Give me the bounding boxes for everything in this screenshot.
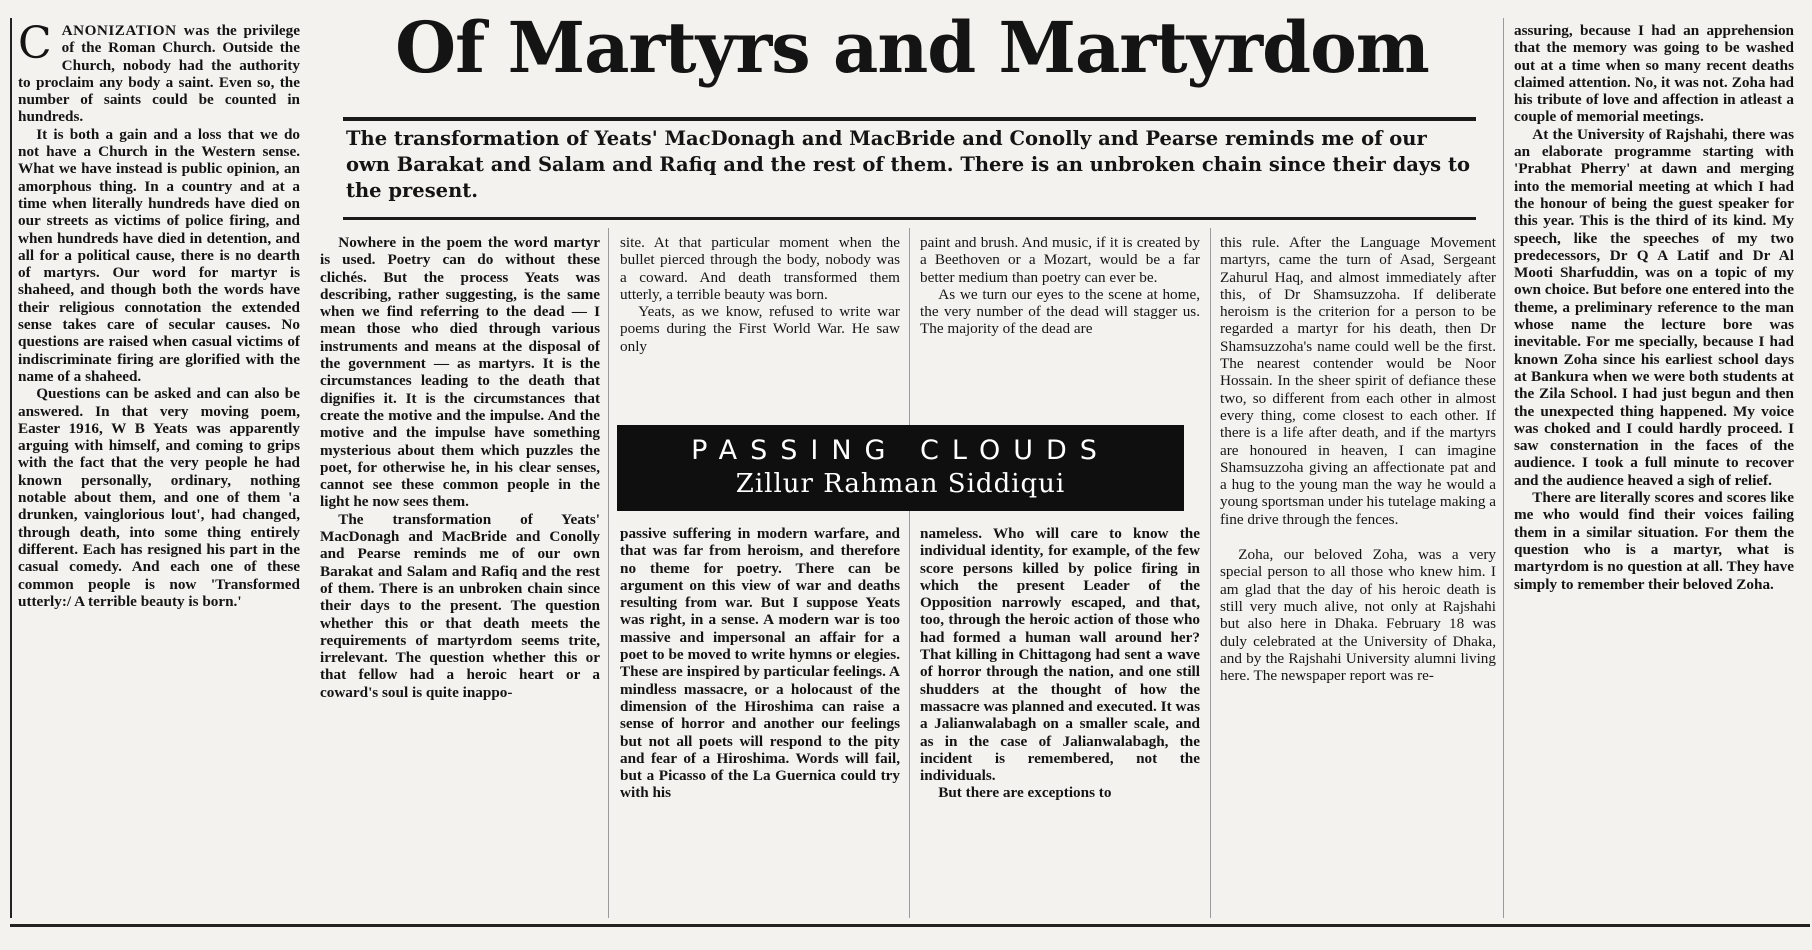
column-separator [909, 228, 910, 918]
column-6 [1514, 22, 1794, 922]
deck-top-rule [343, 117, 1476, 121]
col4-bottom-paragraph-1: nameless. Who will care to know the individual identity, for example, of the few score persons killed by police firing in which the present Leader of the Opposition narrowly escaped, and that, too, through the heroic action of those who had formed a human wall around her? That killing in Chittagong had sent a wave of horror through the nation, and one still shudders at the thought of how the massacre was planned and executed. It was a Jalianwalabagh on a smaller scale, and as in the case of Jalianwalabagh, the incident is remembered, not the individuals. [920, 525, 1200, 785]
column-3-top [620, 234, 900, 414]
headline: Of Martyrs and Martyrdom [395, 6, 1429, 89]
column-4-bottom [920, 525, 1200, 920]
col1-paragraph-3: Questions can be asked and can also be answered. In that very moving poem, Easter 1916, W B Yeats was apparently arguing with himself, and coming to grips with the fact that the very people he had known personally, ordinary, nothing notable about them, and one of them 'a drunken, vainglorious lout', had changed, through death, into some thing entirely different. Each has resigned his part in the casual comedy. And each one of these common people is now 'Transformed utterly:/ A terrible beauty is born.' [18, 385, 300, 610]
col4-bottom-paragraph-2: But there are exceptions to [938, 784, 1112, 802]
deck-bottom-rule [343, 217, 1476, 220]
byline: Zillur Rahman Siddiqui [735, 469, 1066, 499]
column-title: PASSING CLOUDS [691, 435, 1110, 466]
col6-paragraph-2: At the University of Rajshahi, there was an elaborate programme starting with 'Prabhat Pherry' at dawn and merging into the memorial meeting at which I had the honour of being the guest speaker for this year. This is the third of its kind. My speech, like the speeches of my two predecessors, Dr Q A Latif and Dr Al Mooti Sharfuddin, was on a topic of my own choice. But before one entered into the theme, a preliminary reference to the man whose name the lecture bore was inevitable. For me specially, because I had known Zoha since his earliest school days at Bankura when we were both students at the Zila School. I had just begun and then the unexpected thing happened. My voice was choked and I could hardly proceed. I saw consternation in the faces of the audience. I took a full minute to recover and the audience heaved a sigh of relief. [1514, 125, 1794, 489]
col5-paragraph-2: Zoha, our beloved Zoha, was a very special person to all those who knew him. I am glad that the day of his heroic death is still very much alive, not only at Rajshahi but also here in Dhaka. February 18 was duly celebrated at the University of Dhaka, and by the Rajshahi University alumni living here. The newspaper report was re- [1220, 546, 1496, 685]
col1-paragraph-2: It is both a gain and a loss that we do not have a Church in the Western sense. What we have instead is public opinion, an amorphous thing. In a country and at a time when literally hundreds have died on our streets as victims of police firing, and when hundreds have died in detention, and all for a political cause, there is no dearth of martyrs. Our word for martyr is shaheed, and though both the words have their religious connotation the extended sense takes care of secular causes. No questions are raised when casual victims of indiscriminate firing are glorified with the name of a shaheed. [18, 125, 300, 385]
column-separator [608, 228, 609, 918]
column-banner [617, 425, 1184, 511]
drop-cap: C [18, 22, 52, 69]
col2-paragraph-2: The transformation of Yeats' MacDonagh and MacBride and Conolly and Pearse reminds me of our own Barakat and Salam and Rafiq and the rest of them. There is an unbroken chain since their days to the present. The question whether this or that death meets the requirements of martyrdom seems trite, irrelevant. The question whether this or that fellow had a heroic heart or a coward's soul is quite inappo- [320, 510, 600, 701]
col4-top-paragraph-2: As we turn our eyes to the scene at home, the very number of the dead will stagger us. The majority of the dead are [920, 285, 1200, 338]
deck: The transformation of Yeats' MacDonagh and MacBride and Conolly and Pearse reminds me of our own Barakat and Salam and Rafiq and the rest of them. There is an unbroken chain since their days to the present. [346, 127, 1470, 202]
column-5 [1220, 234, 1496, 920]
col3-top-paragraph-1: site. At that particular moment when the bullet pierced through the body, nobody was a coward. And death transformed them utterly, a terrible beauty was born. [620, 234, 900, 303]
bottom-border-rule [10, 924, 1810, 927]
col6-paragraph-3: There are literally scores and scores like me who would find their voices failing them in a similar situation. For them the question who is a martyr, what is martyrdom is no question at all. They have simply to remember their beloved Zoha. [1514, 489, 1794, 593]
left-border-rule [10, 18, 12, 918]
col3-top-paragraph-2: Yeats, as we know, refused to write war poems during the First World War. He saw only [620, 303, 900, 355]
column-separator [1210, 228, 1211, 918]
col3-bottom-paragraph: passive suffering in modern warfare, and that was far from heroism, and therefore no theme for poetry. There can be argument on this view of war and deaths resulting from war. But I suppose Yeats was right, in a sense. A modern war is too massive and impersonal an affair for a poet to be moved to write hymns or elegies. These are inspired by particular feelings. A mindless massacre, or a holocaust of the dimension of the Hiroshima can raise a sense of horror and another our feelings but not all poets will respond to the pity and fear of a Hiroshima. Words will fail, but a Picasso of the La Guernica could try with his [620, 525, 900, 802]
column-separator [1503, 18, 1504, 918]
lead-in: ANONIZATION was [61, 22, 210, 39]
opening-paragraph [18, 22, 300, 126]
col6-paragraph-1: assuring, because I had an apprehension that the memory was going to be washed out at a time when so many recent deaths claimed attention. No, it was not. Zoha had his tribute of love and affection in atleast a couple of memorial meetings. [1514, 22, 1794, 126]
col5-paragraph-1: this rule. After the Language Movement martyrs, came the turn of Asad, Sergeant Zahurul Haq, and almost immediately after this, of Dr Shamsuzzoha. If deliberate heroism is the criterion for a person to be regarded a martyr for his death, then Dr Shamsuzzoha's name could well be the first. The nearest contender would be Noor Hossain. In the sheer spirit of defiance these two, so different from each other in almost every thing, come closest to each other. If there is a life after death, and if the martyrs are honoured in heaven, I can imagine Shamsuzzoha giving an affectionate pat and a hug to the young man the way he would a young sportsman under his tutelage making a fine drive through the fences. [1220, 234, 1496, 528]
col4-top-paragraph-1: paint and brush. And music, if it is created by a Beethoven or a Mozart, would be a far better medium than poetry can ever be. [920, 234, 1200, 286]
column-2 [320, 234, 600, 920]
opening-paragraph-text: the privilege of the Roman Church. Outside the Church, nobody had the authority to proclaim any body a saint. Even so, the number of saints could be counted in hundreds. [18, 22, 300, 126]
column-3-bottom [620, 525, 900, 920]
column-4-top [920, 234, 1200, 414]
col2-paragraph-1: Nowhere in the poem the word martyr is used. Poetry can do without these clichés. But the process Yeats was describing, rather suggesting, is the same when we find referring to the dead — I mean those who died through various instruments and means at the disposal of the government — as martyrs. It is the circumstances leading to the death that dignifies it. It is the circumstances that create the motive and the impulse. And the motive and the impulse have something mysterious about them which puzzles the poet, for otherwise he, in his clear senses, cannot see these common people in the light he now sees them. [320, 234, 600, 511]
column-1 [18, 22, 300, 922]
